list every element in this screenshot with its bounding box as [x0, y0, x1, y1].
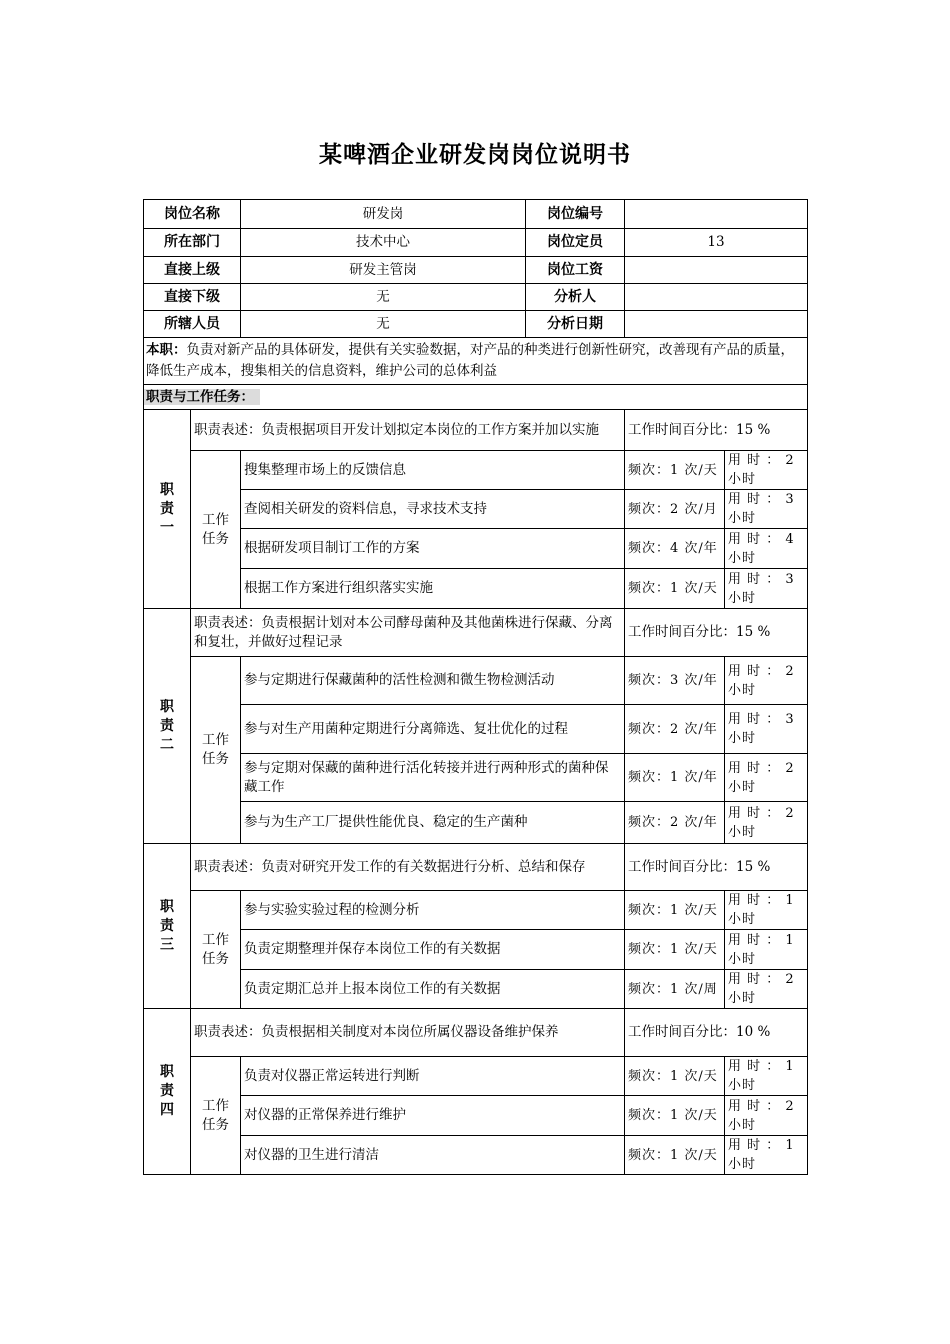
task-hours: 用 时 ： 1 小时 — [725, 930, 808, 970]
task-hours: 用 时 ： 2 小时 — [725, 657, 808, 705]
task-row — [144, 529, 808, 569]
duty-name-text: 职责二 — [160, 698, 174, 753]
work-time-percent: 工作时间百分比：15 % — [625, 410, 808, 451]
duty-desc-row — [144, 410, 808, 451]
staff-value: 无 — [241, 311, 526, 338]
task-description: 负责定期整理并保存本岗位工作的有关数据 — [241, 930, 625, 970]
task-frequency: 频次：1 次/年 — [625, 754, 725, 802]
task-row — [144, 802, 808, 844]
work-tasks-label — [191, 1057, 241, 1175]
duty-desc-row — [144, 844, 808, 891]
date-label: 分析日期 — [526, 311, 625, 338]
task-row — [144, 657, 808, 705]
task-description: 负责定期汇总并上报本岗位工作的有关数据 — [241, 970, 625, 1009]
duty-name-text: 职责一 — [160, 481, 174, 536]
task-frequency: 频次：1 次/天 — [625, 891, 725, 930]
task-frequency: 频次：2 次/年 — [625, 802, 725, 844]
duty-description: 职责表述：负责根据计划对本公司酵母菌种及其他菌株进行保藏、分离和复壮，并做好过程记录 — [191, 609, 625, 657]
task-description: 参与为生产工厂提供性能优良、稳定的生产菌种 — [241, 802, 625, 844]
dept-value: 技术中心 — [241, 229, 526, 257]
task-row — [144, 891, 808, 930]
duty-name — [144, 410, 191, 609]
task-hours: 用 时 ： 3 小时 — [725, 490, 808, 529]
task-frequency: 频次：1 次/天 — [625, 1096, 725, 1136]
task-description: 参与对生产用菌种定期进行分离筛选、复壮优化的过程 — [241, 705, 625, 754]
task-description: 搜集整理市场上的反馈信息 — [241, 451, 625, 490]
work-tasks-label-text: 工作任务 — [202, 511, 229, 547]
duties-body — [144, 410, 808, 1175]
date-value — [625, 311, 808, 338]
document-title: 某啤酒企业研发岗岗位说明书 — [319, 142, 631, 168]
task-hours: 用 时 ： 1 小时 — [725, 1057, 808, 1096]
duty-name-text: 职责四 — [160, 1064, 174, 1118]
staff-label: 所辖人员 — [144, 311, 241, 338]
task-hours: 用 时 ： 2 小时 — [725, 754, 808, 802]
task-hours: 用 时 ： 3 小时 — [725, 569, 808, 609]
task-description: 对仪器的卫生进行清洁 — [241, 1136, 625, 1175]
task-frequency: 频次：1 次/天 — [625, 1136, 725, 1175]
task-row — [144, 705, 808, 754]
summary-row — [144, 338, 808, 385]
work-tasks-label-text: 工作任务 — [202, 1097, 229, 1133]
duty-desc-row — [144, 609, 808, 657]
post-no-value — [625, 200, 808, 229]
work-tasks-label-text: 工作任务 — [202, 931, 229, 967]
quota-value: 13 — [625, 229, 808, 257]
task-row — [144, 1096, 808, 1136]
task-frequency: 频次：1 次/天 — [625, 569, 725, 609]
summary-text: 负责对新产品的具体研发，提供有关实验数据，对产品的种类进行创新性研究，改善现有产品的质量，降低生产成本，搜集相关的信息资料，维护公司的总体利益 — [146, 342, 794, 379]
subordinate-label: 直接下级 — [144, 284, 241, 311]
task-description: 负责对仪器正常运转进行判断 — [241, 1057, 625, 1096]
work-tasks-label — [191, 657, 241, 844]
quota-label: 岗位定员 — [526, 229, 625, 257]
task-frequency: 频次：1 次/天 — [625, 930, 725, 970]
task-description: 参与实验实验过程的检测分析 — [241, 891, 625, 930]
analyst-value — [625, 284, 808, 311]
task-description: 对仪器的正常保养进行维护 — [241, 1096, 625, 1136]
task-frequency: 频次：1 次/天 — [625, 1057, 725, 1096]
work-time-percent: 工作时间百分比：15 % — [625, 609, 808, 657]
work-time-percent: 工作时间百分比：15 % — [625, 844, 808, 891]
post-name-label: 岗位名称 — [144, 200, 241, 229]
work-tasks-label — [191, 451, 241, 609]
duty-name-text: 职责三 — [160, 898, 174, 953]
task-description: 根据研发项目制订工作的方案 — [241, 529, 625, 569]
task-hours: 用 时 ： 2 小时 — [725, 451, 808, 490]
task-description: 根据工作方案进行组织落实实施 — [241, 569, 625, 609]
task-row — [144, 970, 808, 1009]
info-row — [144, 284, 808, 311]
task-hours: 用 时 ： 2 小时 — [725, 802, 808, 844]
job-description-table — [143, 199, 808, 1175]
task-row — [144, 490, 808, 529]
duty-description: 职责表述：负责根据相关制度对本岗位所属仪器设备维护保养 — [191, 1009, 625, 1057]
duty-name — [144, 1009, 191, 1175]
work-tasks-label-text: 工作任务 — [202, 732, 229, 767]
task-hours: 用 时 ： 2 小时 — [725, 1096, 808, 1136]
task-row — [144, 569, 808, 609]
superior-label: 直接上级 — [144, 257, 241, 284]
task-hours: 用 时 ： 2 小时 — [725, 970, 808, 1009]
superior-value: 研发主管岗 — [241, 257, 526, 284]
task-frequency: 频次：2 次/月 — [625, 490, 725, 529]
duty-name — [144, 609, 191, 844]
info-row — [144, 257, 808, 284]
task-hours: 用 时 ： 4 小时 — [725, 529, 808, 569]
post-name-value: 研发岗 — [241, 200, 526, 229]
subordinate-value: 无 — [241, 284, 526, 311]
info-row — [144, 229, 808, 257]
task-row — [144, 1057, 808, 1096]
task-row — [144, 754, 808, 802]
task-description: 参与定期进行保藏菌种的活性检测和微生物检测活动 — [241, 657, 625, 705]
duties-header-row — [144, 385, 808, 410]
analyst-label: 分析人 — [526, 284, 625, 311]
salary-label: 岗位工资 — [526, 257, 625, 284]
duty-description: 职责表述：负责根据项目开发计划拟定本岗位的工作方案并加以实施 — [191, 410, 625, 451]
info-row — [144, 200, 808, 229]
task-frequency: 频次：1 次/周 — [625, 970, 725, 1009]
task-frequency: 频次：3 次/年 — [625, 657, 725, 705]
work-tasks-label — [191, 891, 241, 1009]
duties-header-cell — [144, 385, 808, 410]
summary-cell — [144, 338, 808, 385]
task-row — [144, 930, 808, 970]
info-row — [144, 311, 808, 338]
salary-value — [625, 257, 808, 284]
task-description: 参与定期对保藏的菌种进行活化转接并进行两种形式的菌种保藏工作 — [241, 754, 625, 802]
post-no-label: 岗位编号 — [526, 200, 625, 229]
summary-label: 本职： — [146, 342, 187, 358]
task-frequency: 频次：4 次/年 — [625, 529, 725, 569]
task-frequency: 频次：2 次/年 — [625, 705, 725, 754]
task-hours: 用 时 ： 1 小时 — [725, 1136, 808, 1175]
duties-header: 职责与工作任务： — [144, 389, 260, 405]
task-hours: 用 时 ： 1 小时 — [725, 891, 808, 930]
task-frequency: 频次：1 次/天 — [625, 451, 725, 490]
work-time-percent: 工作时间百分比：10 % — [625, 1009, 808, 1057]
task-row — [144, 451, 808, 490]
task-hours: 用 时 ： 3 小时 — [725, 705, 808, 754]
task-description: 查阅相关研发的资料信息，寻求技术支持 — [241, 490, 625, 529]
task-row — [144, 1136, 808, 1175]
duty-name — [144, 844, 191, 1009]
duty-description: 职责表述：负责对研究开发工作的有关数据进行分析、总结和保存 — [191, 844, 625, 891]
dept-label: 所在部门 — [144, 229, 241, 257]
duty-desc-row — [144, 1009, 808, 1057]
